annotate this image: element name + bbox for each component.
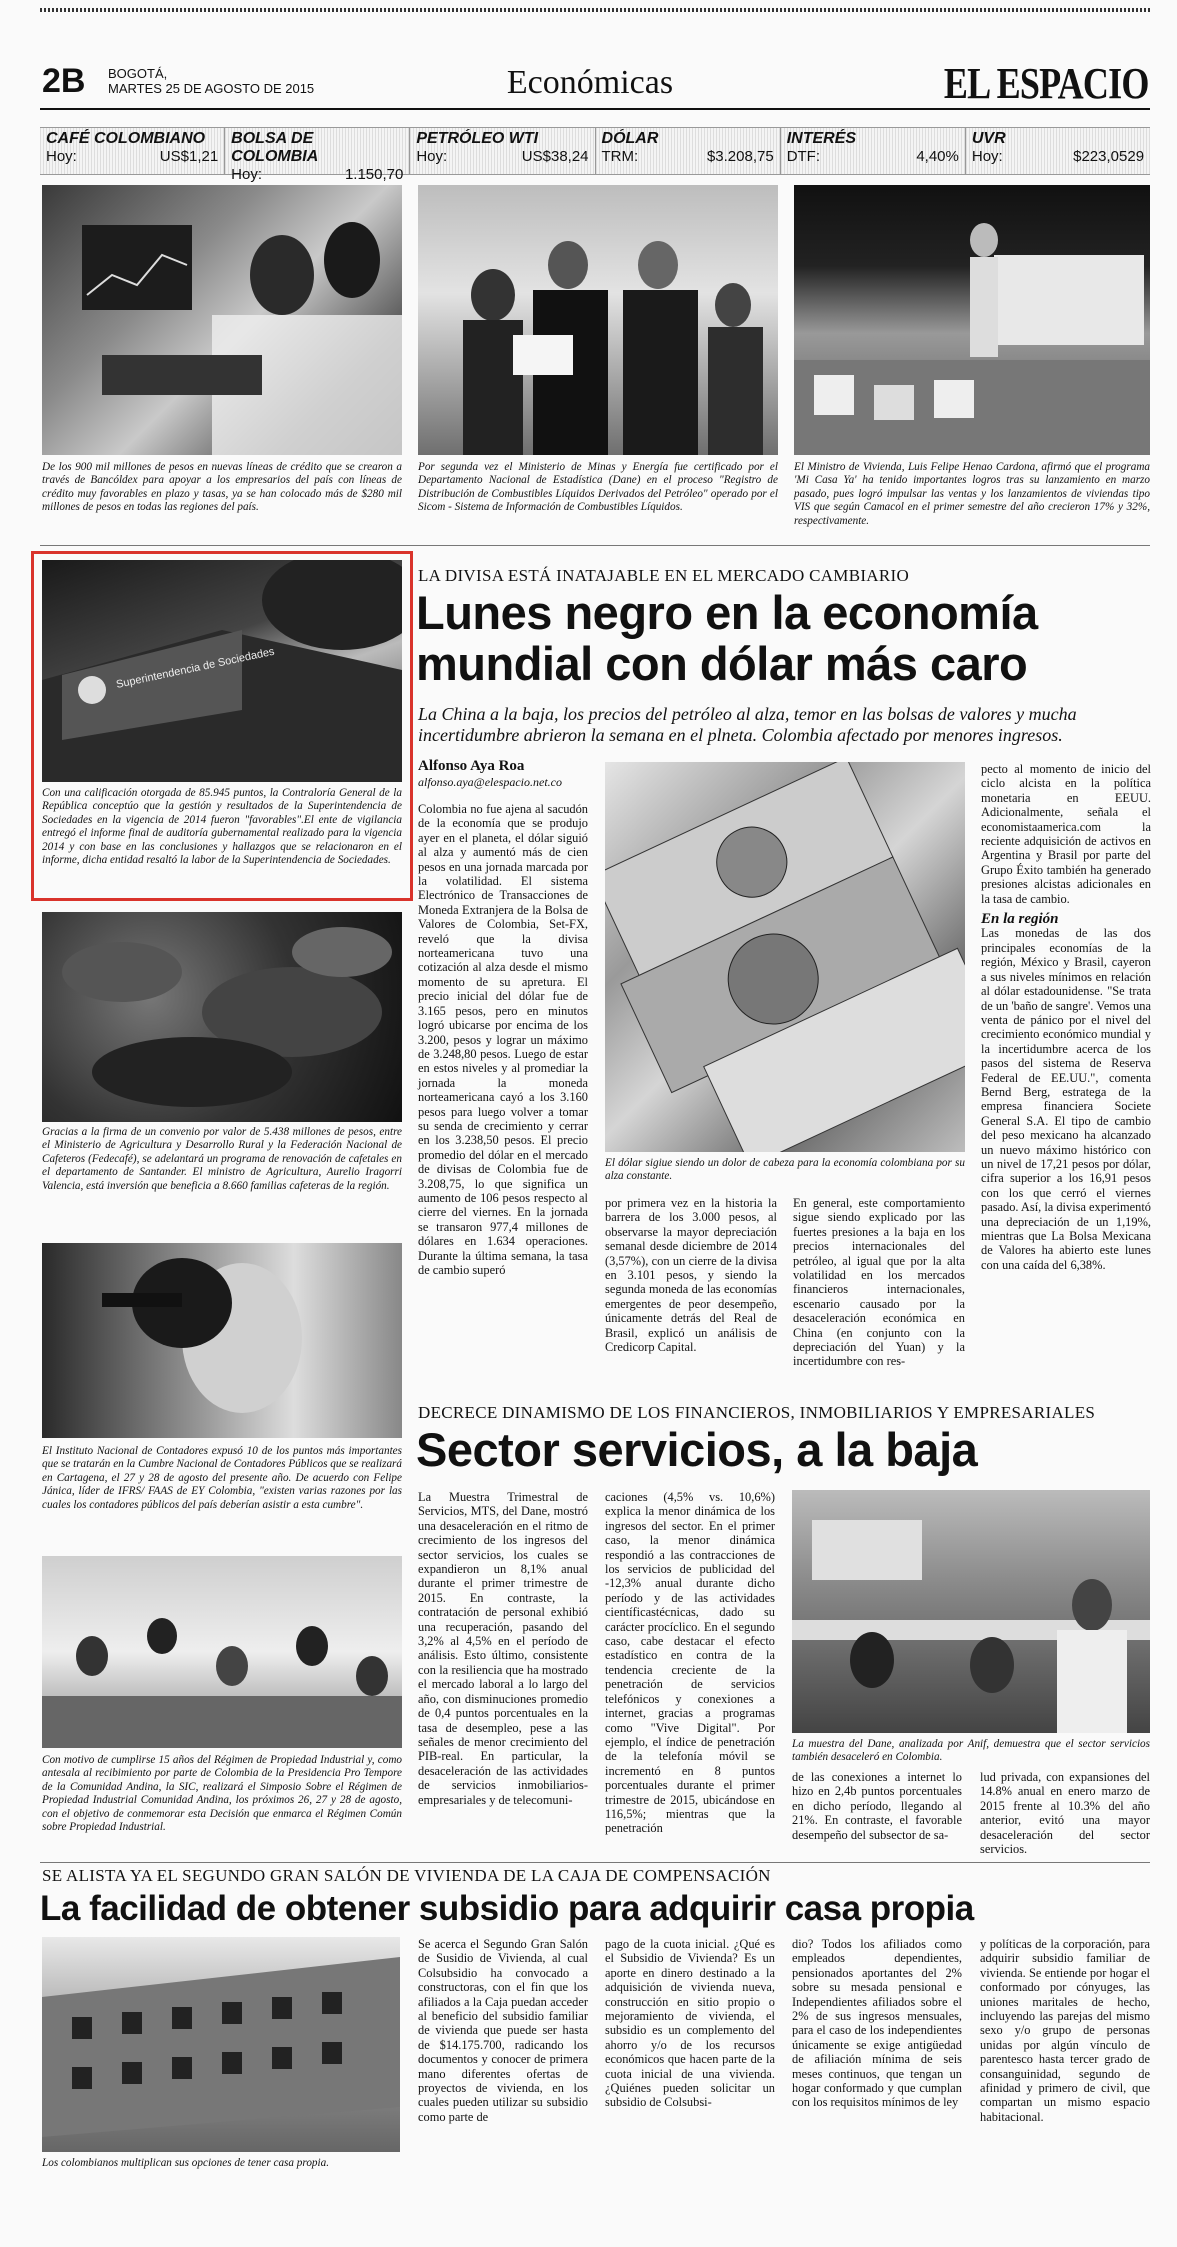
ticker-name: BOLSA DE COLOMBIA xyxy=(231,130,319,165)
main-kicker: LA DIVISA ESTÁ INATAJABLE EN EL MERCADO CAMBIARIO xyxy=(418,566,910,585)
ticker-value: US$38,24 xyxy=(521,148,589,165)
ticker-name: PETRÓLEO WTI xyxy=(416,130,539,147)
subhead-region: En la región xyxy=(981,911,1059,928)
caption-contraloria: Con una calificación otorgada de 85.945 puntos, la Contraloría General de la República conceptúo que la gestión y resultados de la Superintendencia de Sociedades en la vigencia de 2014 fueron "favorables".El ente de vigilancia entregó el informe final de auditoría gubernamental realizado para la vigencia 2014 y con base en las conclusiones y hallazgos que se relacionaron en el informe, dicha entidad resaltó la labor de la Superintendencia de Sociedades. xyxy=(42,787,402,867)
photo-art xyxy=(42,912,402,1122)
ticker-interest xyxy=(781,128,966,174)
ticker-name: CAFÉ COLOMBIANO xyxy=(46,130,206,147)
dateline xyxy=(108,66,314,96)
caption-bancoldex: De los 900 mil millones de pesos en nuevas líneas de crédito que se crearon a través de Bancóldex para apoyar a los empresarios del país con líneas de crédito muy favorables en plazo y tasas, ya se han colocado más de $280 mil millones de pesos en todas las regiones del país. xyxy=(42,461,402,514)
ticker-oil xyxy=(410,128,595,174)
photo-minvivienda xyxy=(794,185,1150,455)
ticker-uvr xyxy=(966,128,1150,174)
main-deck: La China a la baja, los precios del petróleo al alza, temor en las bolsas de valores y mucha incertidumbre abrieron la semana en el plneta. Colombia afectado por menores ingresos. xyxy=(418,704,1077,745)
city: BOGOTÁ, xyxy=(108,66,168,81)
ticker-coffee xyxy=(40,128,225,174)
ticker-dollar xyxy=(596,128,781,174)
caption-minvivienda: El Ministro de Vivienda, Luis Felipe Henao Cardona, afirmó que el programa 'Mi Casa Ya' ha tenido importantes logros tras su lanzamiento en marzo pasado, pues logró impulsar las ventas y los lanzamientos de viviendas tipo VIS que según Camacol en el primer semestre del año crecieron 17% y 32%, respectivamente. xyxy=(794,461,1150,527)
ticker-name: DÓLAR xyxy=(601,130,659,147)
housing-col-2: pago de la cuota inicial. ¿Qué es el Subsidio de Vivienda? Es un aporte en dinero destinado a la adquisición de vivienda nueva, construcción en sitio propio o mejoramiento de vivienda, el subsidio es un complemento del ahorro y/o de los recursos económicos que hacen parte de la cuota inicial de una vivienda. ¿Quiénes pueden solicitar un subsidio de Colsubsi- xyxy=(605,1937,775,2110)
caption-minminas: Por segunda vez el Ministerio de Minas y Energía fue certificado por el Departamento Nacional de Estadística (Dane) en el proceso "Registro de Distribución de Combustibles Líquidos Derivados del Petróleo" operado por el Sicom - Sistema de Información de Combustibles Líquidos. xyxy=(418,461,778,514)
byline: Alfonso Aya Roa xyxy=(418,758,525,774)
date: MARTES 25 DE AGOSTO DE 2015 xyxy=(108,81,315,96)
ticker-value: 1.150,70 xyxy=(344,166,404,183)
building-sign: Superintendencia de Sociedades xyxy=(115,645,276,691)
housing-col-1: Se acerca el Segundo Gran Salón de Susidio de Vivienda, al cual Colsubsidio ha convocado a constructoras, con el fin que los afiliados a la Caja puedan acceder al beneficio del subsidio familiar de vivienda que puede ser hasta de $14.175.700, radicando los documentos y conocer de primera mano diferentes ofertas de proyectos de vivienda, en los cuales pueden utilizar su subsidio como parte de xyxy=(418,1937,588,2124)
top-border xyxy=(40,8,1150,12)
housing-col-4: y políticas de la corporación, para adquirir subsidio familiar de vivienda. Se entiende por hogar el conformado por cónyuges, las uniones maritales de hecho, incluyendo las parejas del mismo sexo y/o grupo de personas unidas por algún vínculo de parentesco hasta tercer grado de consanguinidad, segundo de afinidad y primero de civil, que compartan un mismo espacio habitacional. xyxy=(980,1937,1150,2124)
row-divider xyxy=(40,545,1150,546)
ticker-label: Hoy: xyxy=(416,148,448,165)
photo-art xyxy=(418,185,778,455)
caption-fedecafe: Gracias a la firma de un convenio por valor de 5.438 millones de pesos, entre el Ministerio de Agricultura y Desarrollo Rural y la Federación Nacional de Cafeteros (Fedecafé), se adelantará un programa de renovación de cafetales en el departamento de Santander. El ministro de Agricultura, Aurelio Iragorri Valencia, está inversión que beneficia a 8.660 familias cafeteras de la región. xyxy=(42,1126,402,1192)
masthead-logo: EL ESPACIO xyxy=(944,59,1149,108)
main-col-3: En general, este comportamiento sigue siendo explicado por las fuertes presiones a la baja en los precios internacionales del petróleo, al igual que por la alta volatilidad en los mercados financieros internacionales, escenario causado por la desaceleración económica en China (en conjunto con la depreciación del Yuan) y la incertidumbre con res- xyxy=(793,1196,965,1369)
services-col-4: lud privada, con expansiones del 14.8% anual en enero marzo de 2015 frente al 10.3% del año anterior, evitó una mayor desaceleración del sector servicios. xyxy=(980,1770,1150,1857)
photo-sic xyxy=(42,1556,402,1748)
services-col-3: de las conexiones a internet lo hizo en 2,4b puntos porcentuales en dicho período, llegando al 21%. En contraste, el favorable desempeño del subsector de sa- xyxy=(792,1770,962,1842)
ticker-label: Hoy: xyxy=(231,166,263,183)
main-headline: Lunes negro en la economía mundial con dólar más caro xyxy=(416,586,1038,690)
photo-art xyxy=(794,185,1150,455)
ticker-name: UVR xyxy=(971,130,1006,147)
services-col-2: caciones (4,5% vs. 10,6%) explica la menor dinámica de los ingresos del sector. En el primer caso, la menor dinámica respondió a las contracciones de los servicios de publicidad del -12,3% anual durante dicho período y de las actividades científicastécnicas, dado su carácter procíclico. En el segundo caso, cabe destacar el efecto estadístico en contra de la tendencia creciente de la penetración de servicios telefónicos y conexiones a internet, gracias a programas como "Vive Digital". Por ejemplo, el índice de penetración de la telefonía móvil se incrementó en 8 puntos porcentuales durante el primer trimestre de 2015, ubicándose en 116,5%; mientras que la penetración xyxy=(605,1490,775,1836)
photo-art xyxy=(605,762,965,1152)
photo-art xyxy=(42,1937,400,2152)
header-rule xyxy=(40,108,1150,110)
photo-art xyxy=(42,560,402,782)
services-headline: Sector servicios, a la baja xyxy=(416,1423,978,1476)
main-col-1: Colombia no fue ajena al sacudón de la economía que se produjo ayer en el planeta, el dólar siguió al alza y aumentó más de cien pesos en una jornada marcada por la volatilidad. El sistema Electrónico de Transacciones de Moneda Extranjera de la Bolsa de Valores de Colombia, Set-FX, reveló que la divisa norteamericana tuvo una cotización al alza desde el mismo momento de su apretura. El precio inicial del dólar fue de 3.165 pesos, pero en minutos logró ubicarse por encima de los 3.200, pesos y lograr un máximo de 3.248,80 pesos. Luego de estar en estos niveles y al promediar la jornada la moneda norteamericana cayó a los 3.160 pesos para luego volver a tomar su senda de crecimiento y cerrar en los 3.238,50 pesos. El precio promedio del dólar en el mercado de divisas de Colombia fue de 3.208,75, lo que significa un aumento de 106 pesos respecto al cierre del viernes. En la jornada se transaron 977,4 millones de dólares en 1.634 operaciones. Durante la última semana, la tasa de cambio superó xyxy=(418,802,588,1277)
ticker-label: Hoy: xyxy=(971,148,1003,165)
photo-art xyxy=(42,185,402,455)
ticker-value: US$1,21 xyxy=(159,148,219,165)
caption-bank-office: La muestra del Dane, analizada por Anif, demuestra que el sector servicios también desaceleró en Colombia. xyxy=(792,1738,1150,1764)
photo-coffee xyxy=(42,912,402,1122)
photo-bancoldex xyxy=(42,185,402,455)
caption-sic: Con motivo de cumplirse 15 años del Régimen de Propiedad Industrial y, como antesala al recibimiento por parte de Colombia de la Presidencia Pro Tempore de la Comunidad Andina, la SIC, realizará el Simposio Sobre el Régimen de Propiedad Industrial Comunidad Andina, los próximos 26, 27 y 28 de agosto, con el objetivo de conmemorar esta Decisión que enmarca el Régimen Común sobre Propiedad Industrial. xyxy=(42,1754,402,1834)
ticker-value: $223,0529 xyxy=(1073,148,1145,165)
photo-dollars xyxy=(605,762,965,1152)
services-col-1: La Muestra Trimestral de Servicios, MTS, del Dane, mostró una desaceleración en el ritmo de crecimiento de los ingresos del sector servicios, los cuales se expandieron un 8,1% anual durante el primer trimestre de 2015. En contraste, la contratación de personal exhibió una recuperación, pasando del 3,2% al 4,5% en el período de análisis. Esto último, consistente con la resiliencia que ha mostrado el mercado laboral a lo largo del año, con disminuciones promedio de 0,4 puntos porcentuales en la tasa de desempleo, pese a las señales de menor crecimiento del PIB-real. En particular, la desaceleración de las actividades de servicios inmobiliarios-empresariales y de telecomuni- xyxy=(418,1490,588,1807)
photo-minminas xyxy=(418,185,778,455)
bottom-divider xyxy=(40,1862,1150,1863)
main-col-4-para-1: pecto al momento de inicio del ciclo alcista en la política monetaria en EEUU. Adicionalmente, señala el economistaamerica.com la reciente adquisición de activos en Argentina y Brasil por parte del Grupo Éxito también ha generado presiones alcistas adicionales en la tasa de cambio. xyxy=(981,762,1151,906)
housing-kicker: SE ALISTA YA EL SEGUNDO GRAN SALÓN DE VIVIENDA DE LA CAJA DE COMPENSACIÓN xyxy=(42,1866,771,1885)
photo-bank-office xyxy=(792,1490,1150,1733)
caption-dollars: El dólar sigiue siendo un dolor de cabeza para la economía colombiana por su alza constante. xyxy=(605,1157,965,1183)
photo-art xyxy=(42,1243,402,1438)
photo-art xyxy=(792,1490,1150,1733)
ticker-label: TRM: xyxy=(601,148,639,165)
ticker-label: Hoy: xyxy=(46,148,77,165)
photo-art xyxy=(42,1556,402,1748)
photo-supersociedades xyxy=(42,560,402,782)
page-number: 2B xyxy=(42,62,86,100)
ticker-stock-exchange xyxy=(225,128,410,183)
housing-col-3: dio? Todos los afiliados como empleados dependientes, pensionados aportantes del 2% sobre su mesada pensional e Independientes afiliados sobre el 2% de sus ingresos mensuales, para el caso de los independientes únicamente se exige antigüedad de afiliación mínima de seis meses continuos, que tengan un hogar conformado y que cumplan con los requisitos mínimos de ley xyxy=(792,1937,962,2110)
services-kicker: DECRECE DINAMISMO DE LOS FINANCIEROS, INMOBILIARIOS Y EMPRESARIALES xyxy=(418,1403,1096,1422)
ticker-value: 4,40% xyxy=(916,148,959,165)
market-ticker xyxy=(40,127,1150,183)
ticker-name: INTERÉS xyxy=(786,130,857,147)
photo-contadores xyxy=(42,1243,402,1438)
main-col-2: por primera vez en la historia la barrera de los 3.000 pesos, al observarse la mayor depreciación semanal desde diciembre de 2014 (3,57%), con un cierre de la divisa en 3.101 pesos, y siendo la segunda moneda de las economías emergentes de peor desempeño, únicamente detrás del Real de Brasil, explicó un análisis de Credicorp Capital. xyxy=(605,1196,777,1355)
caption-contadores: El Instituto Nacional de Contadores expusó 10 de los puntos más importantes que se tratarán en la Cumbre Nacional de Contadores Públicos que se realizará en Cartagena, el 27 y 28 de agosto del presente año. De acuerdo con Felipe Jánica, líder de IFRS/ FAAS de EY Colombia, "existen varias razones por las cuales los contadores públicos del país deberían asistir a esta cumbre". xyxy=(42,1445,402,1511)
section-title: Económicas xyxy=(506,64,674,101)
main-col-4 xyxy=(981,762,1151,1272)
ticker-value: $3.208,75 xyxy=(706,148,774,165)
main-col-4-para-2: Las monedas de las dos principales economías de la región, México y Brasil, cayeron a sus niveles mínimos en relación al dólar estadounidense. "Se trata de un 'baño de sangre'. Vemos una venta de pánico por el nivel del crecimiento económico mundial y la incertidumbre acerca de los pasos del sistema de Reserva Federal de EE.UU.", comenta Bernd Berg, estratega de la empresa financiera Societe General S.A. El tipo de cambio del peso mexicano ha alcanzado un nuevo máximo histórico con un nivel de 17,21 pesos por dólar, cifra superior a los 16,91 pesos con los que cerró el viernes pasado. Así, la divisa experimentó una depreciación de un 1,19%, mientras que La Bolsa Mexicana de Valores ha abierto este lunes con una caída del 6,38%. xyxy=(981,926,1151,1272)
author-email: alfonso.aya@elespacio.net.co xyxy=(418,775,563,789)
caption-houses: Los colombianos multiplican sus opciones de tener casa propia. xyxy=(42,2157,330,2169)
byline-block xyxy=(418,758,588,790)
ticker-label: DTF: xyxy=(786,148,821,165)
housing-headline: La facilidad de obtener subsidio para adquirir casa propia xyxy=(40,1889,974,1928)
photo-houses xyxy=(42,1937,400,2152)
